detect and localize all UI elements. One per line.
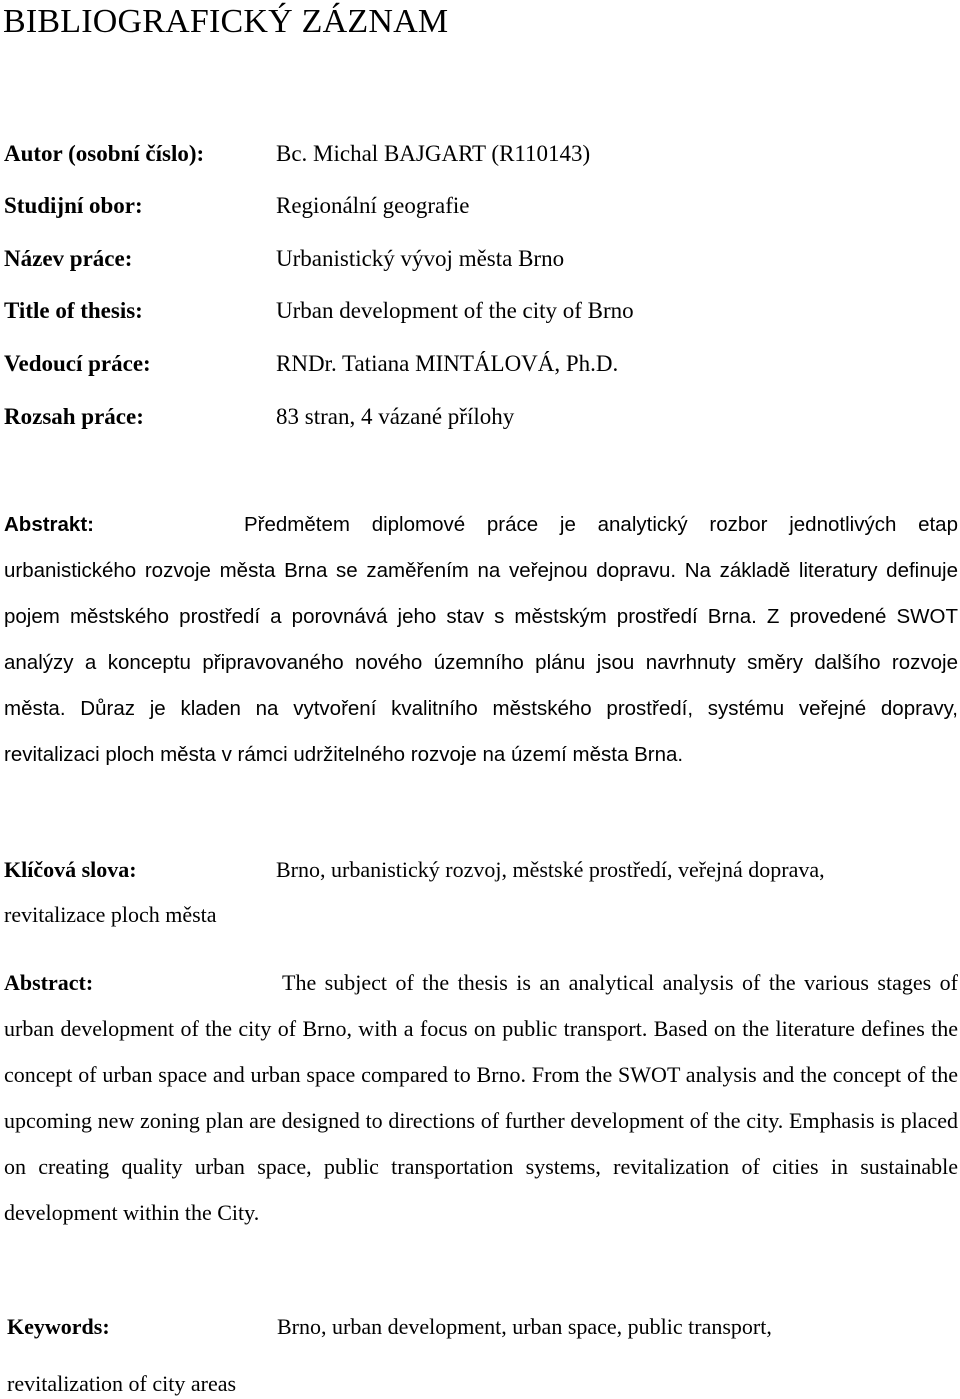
meta-label-scope: Rozsah práce: <box>4 404 144 429</box>
meta-value-supervisor: RNDr. Tatiana MINTÁLOVÁ, Ph.D. <box>276 351 619 376</box>
meta-value-thesis-title: Urban development of the city of Brno <box>276 298 634 323</box>
abstrakt-text: Předmětem diplomové práce je analytický rozbor jednotlivých etap urbanistického rozvoje města Brna se zaměřením na veřejnou dopravu. Na základě literatury definuje pojem městského prostředí a porovnává jeho stav s městským prostředí Brna. Z provedené SWOT analýzy a konceptu připravovaného nového územního plánu jsou navrhnuty směry dalšího rozvoje města. Důraz je kladen na vytvoření kvalitního městského prostředí, systému veřejné dopravy, revitalizaci ploch města v rámci udržitelného rozvoje na území města Brna. <box>4 513 958 766</box>
klicova-slova-label-text: Klíčová slova: <box>4 857 137 882</box>
meta-value-study-field: Regionální geografie <box>276 193 470 218</box>
klicova-slova-line2: revitalizace ploch města <box>4 902 217 927</box>
klicova-slova-line1: Brno, urbanistický rozvoj, městské prostředí, veřejná doprava, <box>276 857 825 882</box>
meta-label-thesis-name: Název práce: <box>4 246 133 271</box>
document-title: BIBLIOGRAFICKÝ ZÁZNAM <box>3 3 449 40</box>
keywords-label-text: Keywords: <box>7 1314 110 1339</box>
klicova-slova-label <box>4 855 137 885</box>
abstract-section <box>4 960 958 1236</box>
meta-label-author: Autor (osobní číslo): <box>4 141 205 166</box>
keywords-line1: Brno, urban development, urban space, public transport, <box>277 1314 772 1339</box>
meta-label-supervisor: Vedoucí práce: <box>4 351 151 376</box>
abstract-label: Abstract: <box>4 970 94 995</box>
meta-value-thesis-name: Urbanistický vývoj města Brno <box>276 246 565 271</box>
meta-label-thesis-title: Title of thesis: <box>4 298 143 323</box>
abstrakt-section <box>4 502 958 778</box>
abstract-text: The subject of the thesis is an analytical analysis of the various stages of urban development of the city of Brno, with a focus on public transport. Based on the literature defines the concept of urban space and urban space compared to Brno. From the SWOT analysis and the concept of the upcoming new zoning plan are designed to directions of further development of the city. Emphasis is placed on creating quality urban space, public transportation systems, revitalization of cities in sustainable development within the City. <box>4 970 958 1225</box>
abstrakt-label: Abstrakt: <box>4 513 94 536</box>
meta-value-author: Bc. Michal BAJGART (R110143) <box>276 141 591 166</box>
meta-value-scope: 83 stran, 4 vázané přílohy <box>276 404 515 429</box>
keywords-label <box>7 1312 110 1342</box>
keywords-line2: revitalization of city areas <box>7 1371 237 1396</box>
meta-label-study-field: Studijní obor: <box>4 193 143 218</box>
